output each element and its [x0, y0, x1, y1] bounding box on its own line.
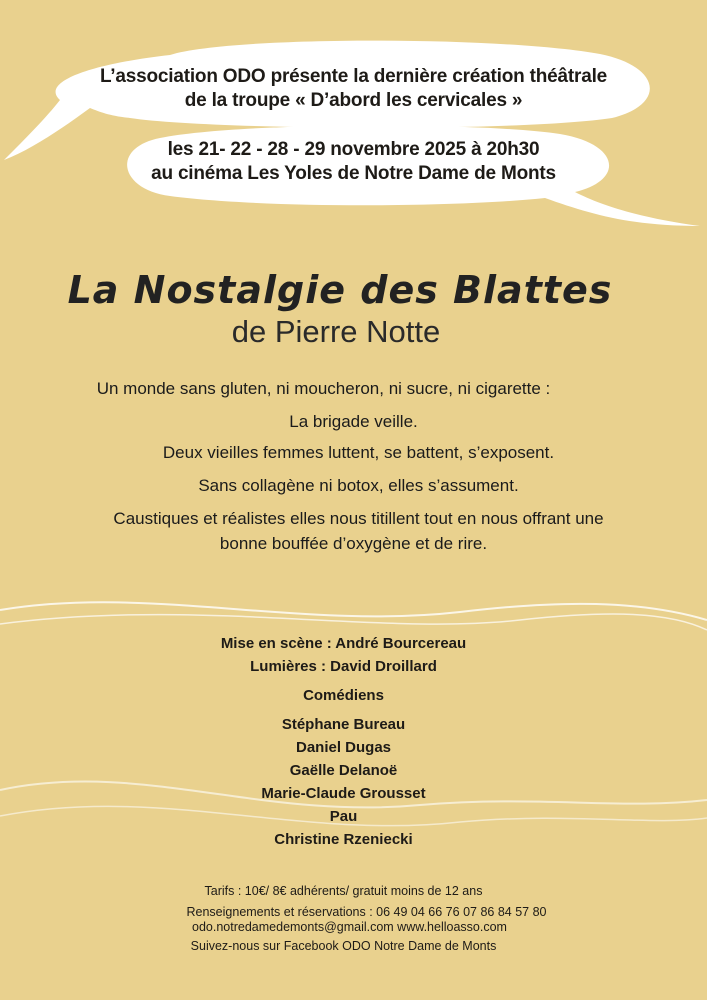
dates-line: les 21- 22 - 28 - 29 novembre 2025 à 20h30: [167, 139, 540, 160]
intro-line-2: de la troupe « D’abord les cervicales »: [184, 90, 523, 111]
direction-credit: Mise en scène : André Bourcereau: [220, 635, 467, 652]
synopsis-line-3: Deux vieilles femmes luttent, se battent, s’exposent.: [162, 443, 555, 462]
facebook-info: Suivez-nous sur Facebook ODO Notre Dame de Monts: [190, 939, 497, 953]
cast-member: Gaëlle Delanoë: [289, 762, 398, 779]
synopsis-line-2: La brigade veille.: [289, 412, 418, 431]
cast-heading: Comédiens: [303, 687, 384, 704]
booking-info: Renseignements et réservations : 06 49 04 66 76 07 86 84 57 80: [186, 905, 547, 919]
cast-member: Daniel Dugas: [295, 739, 392, 756]
synopsis-line-5: Caustiques et réalistes elles nous titillent tout en nous offrant une: [113, 509, 604, 528]
cast-member: Christine Rzeniecki: [274, 831, 413, 848]
intro-line-1: L’association ODO présente la dernière création théâtrale: [99, 66, 608, 87]
cast-member: Stéphane Bureau: [281, 716, 406, 733]
venue-line: au cinéma Les Yoles de Notre Dame de Monts: [151, 163, 556, 184]
synopsis-line-6: bonne bouffée d’oxygène et de rire.: [219, 534, 488, 553]
prices: Tarifs : 10€/ 8€ adhérents/ gratuit moins de 12 ans: [204, 884, 483, 898]
contact-info: odo.notredamedemonts@gmail.com www.helloasso.com: [192, 920, 507, 934]
cast-member: Pau: [329, 808, 358, 825]
lights-credit: Lumières : David Droillard: [250, 658, 437, 675]
cast-member: Marie-Claude Grousset: [261, 785, 426, 802]
speech-bubbles: [0, 0, 707, 240]
play-author: de Pierre Notte: [231, 314, 441, 349]
synopsis-line-1: Un monde sans gluten, ni moucheron, ni sucre, ni cigarette :: [96, 379, 551, 398]
play-title: La Nostalgie des Blattes: [67, 268, 613, 312]
synopsis-line-4: Sans collagène ni botox, elles s’assument.: [198, 476, 519, 495]
